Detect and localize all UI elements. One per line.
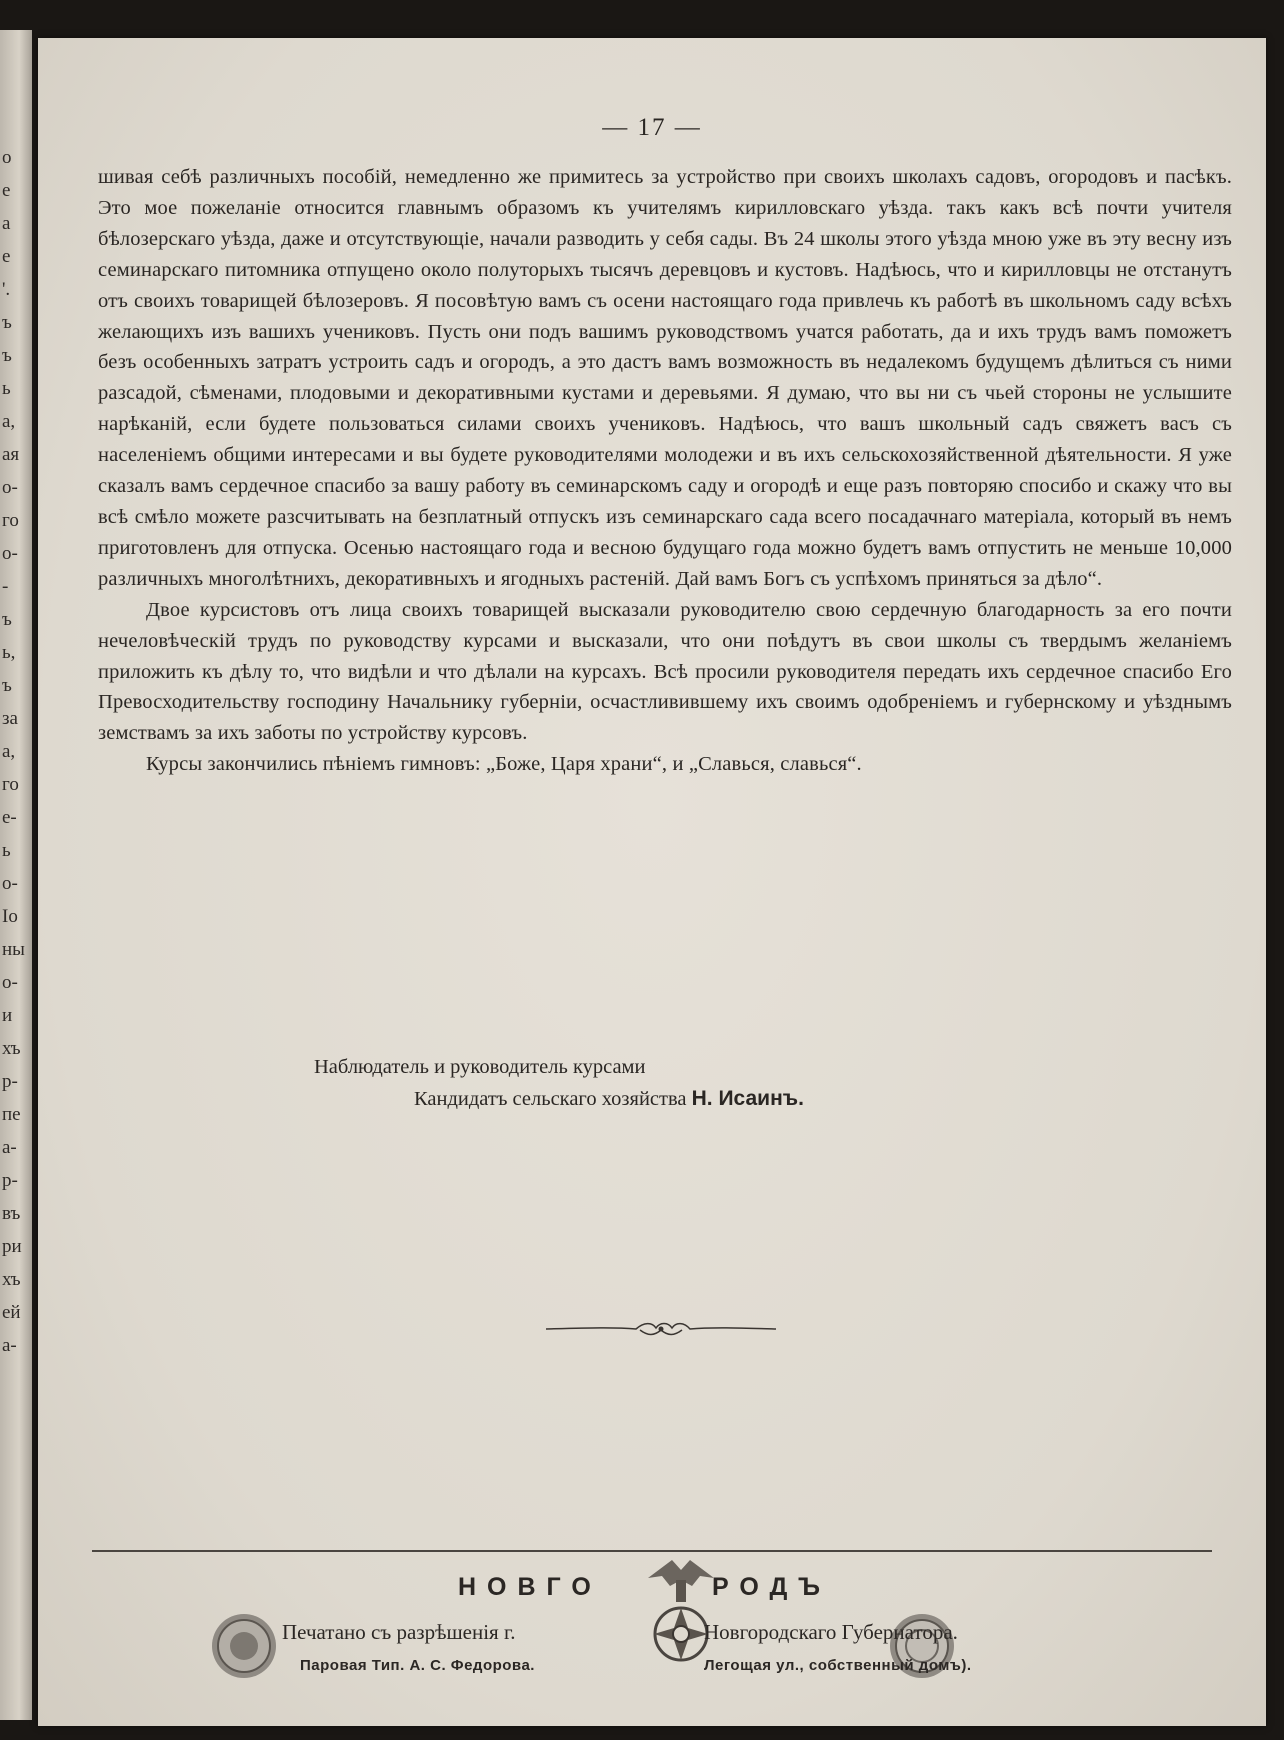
previous-page-fragment: а-	[2, 1335, 17, 1356]
previous-page-fragment: '.	[2, 279, 11, 300]
imprint-rule	[92, 1550, 1212, 1552]
document-page	[38, 38, 1266, 1726]
previous-page-fragment: ь	[2, 840, 11, 861]
previous-page-fragment: ъ	[2, 345, 12, 366]
signature-title: Кандидатъ сельскаго хозяйства	[414, 1088, 687, 1110]
previous-page-fragment: а	[2, 213, 11, 234]
imprint-printer-right: Легощая ул., собственный домъ).	[704, 1657, 972, 1674]
previous-page-fragment: пе	[2, 1104, 21, 1125]
previous-page-fragment: о-	[2, 972, 18, 993]
previous-page-fragment: въ	[2, 1203, 21, 1224]
imprint-city-right: РОДЪ	[712, 1573, 832, 1601]
paragraph-1: шивая себѣ различныхъ пособій, немедленно же примитесь за устройство при своихъ школахъ садовъ, огородовъ и пасѣкъ. Это мое пожеланіе относится главнымъ образомъ къ учителямъ кирилловскаго уѣзда. такъ какъ всѣ почти учителя бѣлозерскаго уѣзда, даже и отсутствующіе, начали разводить у себя сады. Въ 24 школы этого уѣзда мною уже въ эту весну изъ семинарскаго питомника отпущено около полуторыхъ тысячъ деревцовъ и кустовъ. Надѣюсь, что и кирилловцы не отстанутъ отъ своихъ товарищей бѣлозеровъ. Я посовѣтую вамъ съ осени настоящаго года привлечь къ работѣ въ школьномъ саду всѣхъ желающихъ изъ вашихъ учениковъ. Пусть они подъ вашимъ руководствомъ учатся работать, да и ихъ трудъ вамъ поможетъ безъ особенныхъ затратъ устроить садъ и огородъ, а это дастъ вамъ возможность въ недалекомъ будущемъ дѣлиться съ ними разсадой, сѣменами, плодовыми и декоративными кустами и деревьями. Я думаю, что вы ни съ чьей стороны не услышите нарѣканій, если будете пользоваться силами своихъ учениковъ. Надѣюсь, что вашъ школьный садъ свяжетъ васъ съ населеніемъ общими интересами и вы будете руководителями молодежи и въ ихъ сельскохозяйственной дѣятельности. Я уже сказалъ вамъ сердечное спасибо за вашу работу въ семинарскомъ саду и огородѣ и еще разъ повторяю спосибо и скажу что вы всѣ смѣло можете разсчитывать на безплатный отпускъ изъ семинарскаго сада всего посадачнаго матеріала, который въ немъ приготовленъ для отпуска. Осенью настоящаго года и весною будущаго года можно будетъ вамъ отпустить не меньше 10,000 различныхъ многолѣтнихъ, декоративныхъ и ягодныхъ растеній. Дай вамъ Богъ съ успѣхомъ приняться за дѣло“.	[98, 166, 1232, 590]
previous-page-fragment: а-	[2, 1137, 17, 1158]
previous-page-fragment: о-	[2, 873, 18, 894]
paragraph-2: Двое курсистовъ отъ лица своихъ товарищей высказали руководителю свою сердечную благодарность за его почти нечеловѣческій трудъ по руководству курсами и высказали, что они поѣдутъ въ свои школы съ твердымъ желаніемъ приложить къ дѣлу то, что видѣли и что дѣлали на курсахъ. Всѣ просили руководителя передать ихъ сердечное спасибо Его Превосходительству господину Начальнику губерніи, осчастливившему ихъ своимъ одобреніемъ и губернскому и уѣзднымъ земствамъ за ихъ заботы по устройству курсовъ.	[98, 598, 1232, 745]
previous-page-edge	[0, 30, 32, 1720]
previous-page-fragment: р-	[2, 1170, 18, 1191]
medal-left	[210, 1612, 278, 1680]
signature-line-1: Наблюдатель и руководитель курсами	[314, 1056, 646, 1078]
previous-page-fragment: го	[2, 510, 19, 531]
previous-page-fragment: ъ	[2, 312, 12, 333]
previous-page-fragment: ъ	[2, 675, 12, 696]
previous-page-fragment: а,	[2, 741, 16, 762]
previous-page-fragment: о	[2, 147, 12, 168]
paragraph-3: Курсы закончились пѣніемъ гимновъ: „Боже, Царя храни“, и „Славься, славься“.	[146, 753, 862, 776]
previous-page-fragment: ая	[2, 444, 20, 465]
imprint-line-right: Новгородскаго Губернатора.	[704, 1620, 958, 1644]
previous-page-fragment: р-	[2, 1071, 18, 1092]
previous-page-fragment: а,	[2, 411, 16, 432]
previous-page-fragment: ь	[2, 378, 11, 399]
previous-page-fragment: о-	[2, 543, 18, 564]
previous-page-fragment: -	[2, 576, 9, 597]
previous-page-fragment: ри	[2, 1236, 22, 1257]
previous-page-fragment: ны	[2, 939, 25, 960]
imprint-city-left: НОВГО	[458, 1573, 602, 1601]
signature-line-2	[414, 1083, 804, 1115]
previous-page-fragment: о-	[2, 477, 18, 498]
previous-page-fragment: е	[2, 180, 11, 201]
previous-page-fragment: Іо	[2, 906, 18, 927]
previous-page-fragment: хъ	[2, 1038, 21, 1059]
page-number: — 17 —	[602, 114, 702, 141]
previous-page-fragment: ей	[2, 1302, 21, 1323]
imprint-printer-left: Паровая Тип. А. С. Федорова.	[300, 1657, 535, 1674]
signature-name: Н. Исаинъ.	[691, 1087, 804, 1110]
previous-page-fragment: е-	[2, 807, 17, 828]
previous-page-fragment: го	[2, 774, 19, 795]
ornament-divider	[544, 1318, 778, 1340]
previous-page-fragment: ь,	[2, 642, 16, 663]
previous-page-fragment: ъ	[2, 609, 12, 630]
previous-page-fragment: е	[2, 246, 11, 267]
imprint-line-left: Печатано съ разрѣшенія г.	[282, 1620, 516, 1644]
previous-page-fragment: за	[2, 708, 18, 729]
body-text	[98, 162, 1232, 780]
previous-page-fragment: хъ	[2, 1269, 21, 1290]
previous-page-fragment: и	[2, 1005, 13, 1026]
